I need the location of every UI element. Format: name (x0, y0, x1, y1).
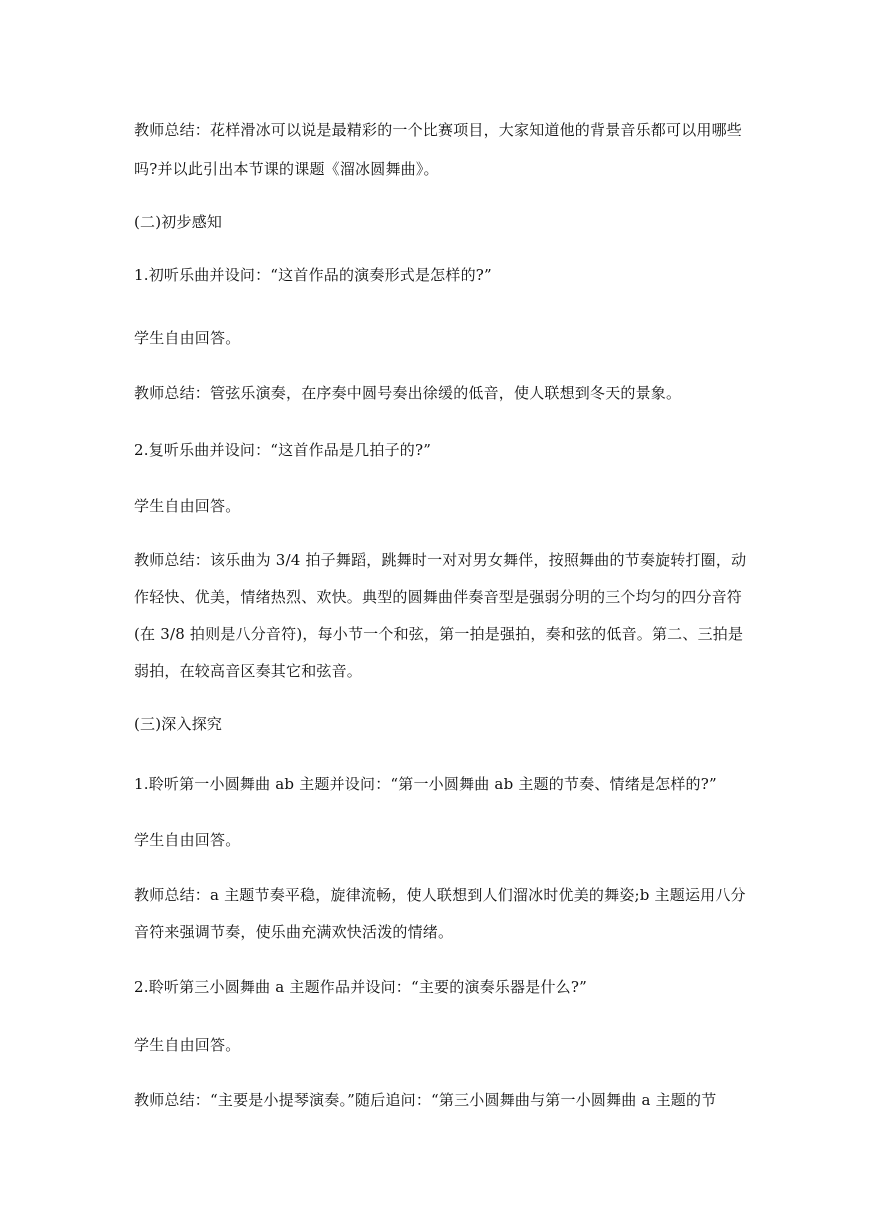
paragraph-line: 作轻快、优美，情绪热烈、欢快。典型的圆舞曲伴奏音型是强弱分明的三个均匀的四分音符 (134, 588, 743, 606)
paragraph-line: 教师总结：花样滑冰可以说是最精彩的一个比赛项目，大家知道他的背景音乐都可以用哪些 (134, 121, 743, 139)
student-answer: 学生自由回答。 (134, 497, 241, 515)
question-line: 1.初听乐曲并设问：“这首作品的演奏形式是怎样的?” (134, 266, 492, 284)
section-heading: (二)初步感知 (134, 213, 223, 231)
question-line: 2.复听乐曲并设问：“这首作品是几拍子的?” (134, 441, 432, 459)
paragraph-line: 教师总结：该乐曲为 3/4 拍子舞蹈，跳舞时一对对男女舞伴，按照舞曲的节奏旋转打圈，动 (134, 551, 747, 569)
section-heading: (三)深入探究 (134, 715, 223, 733)
question-line: 2.聆听第三小圆舞曲 a 主题作品并设问：“主要的演奏乐器是什么?” (134, 978, 587, 996)
paragraph-line: 音符来强调节奏，使乐曲充满欢快活泼的情绪。 (134, 923, 454, 941)
student-answer: 学生自由回答。 (134, 329, 241, 347)
paragraph-line: 教师总结：“主要是小提琴演奏。”随后追问：“第三小圆舞曲与第一小圆舞曲 a 主题的节 (134, 1091, 717, 1109)
paragraph-line: (在 3/8 拍则是八分音符)，每小节一个和弦，第一拍是强拍，奏和弦的低音。第二、三拍是 (134, 625, 744, 643)
question-line: 1.聆听第一小圆舞曲 ab 主题并设问：“第一小圆舞曲 ab 主题的节奏、情绪是怎样的?” (134, 775, 717, 793)
paragraph-line: 弱拍，在较高音区奏其它和弦音。 (134, 662, 363, 680)
student-answer: 学生自由回答。 (134, 1036, 241, 1054)
paragraph-line: 教师总结：管弦乐演奏，在序奏中圆号奏出徐缓的低音，使人联想到冬天的景象。 (134, 384, 682, 402)
student-answer: 学生自由回答。 (134, 831, 241, 849)
paragraph-line: 教师总结：a 主题节奏平稳，旋律流畅，使人联想到人们溜冰时优美的舞姿;b 主题运用八分 (134, 886, 746, 904)
paragraph-line: 吗?并以此引出本节课的课题《溜冰圆舞曲》。 (134, 160, 439, 178)
